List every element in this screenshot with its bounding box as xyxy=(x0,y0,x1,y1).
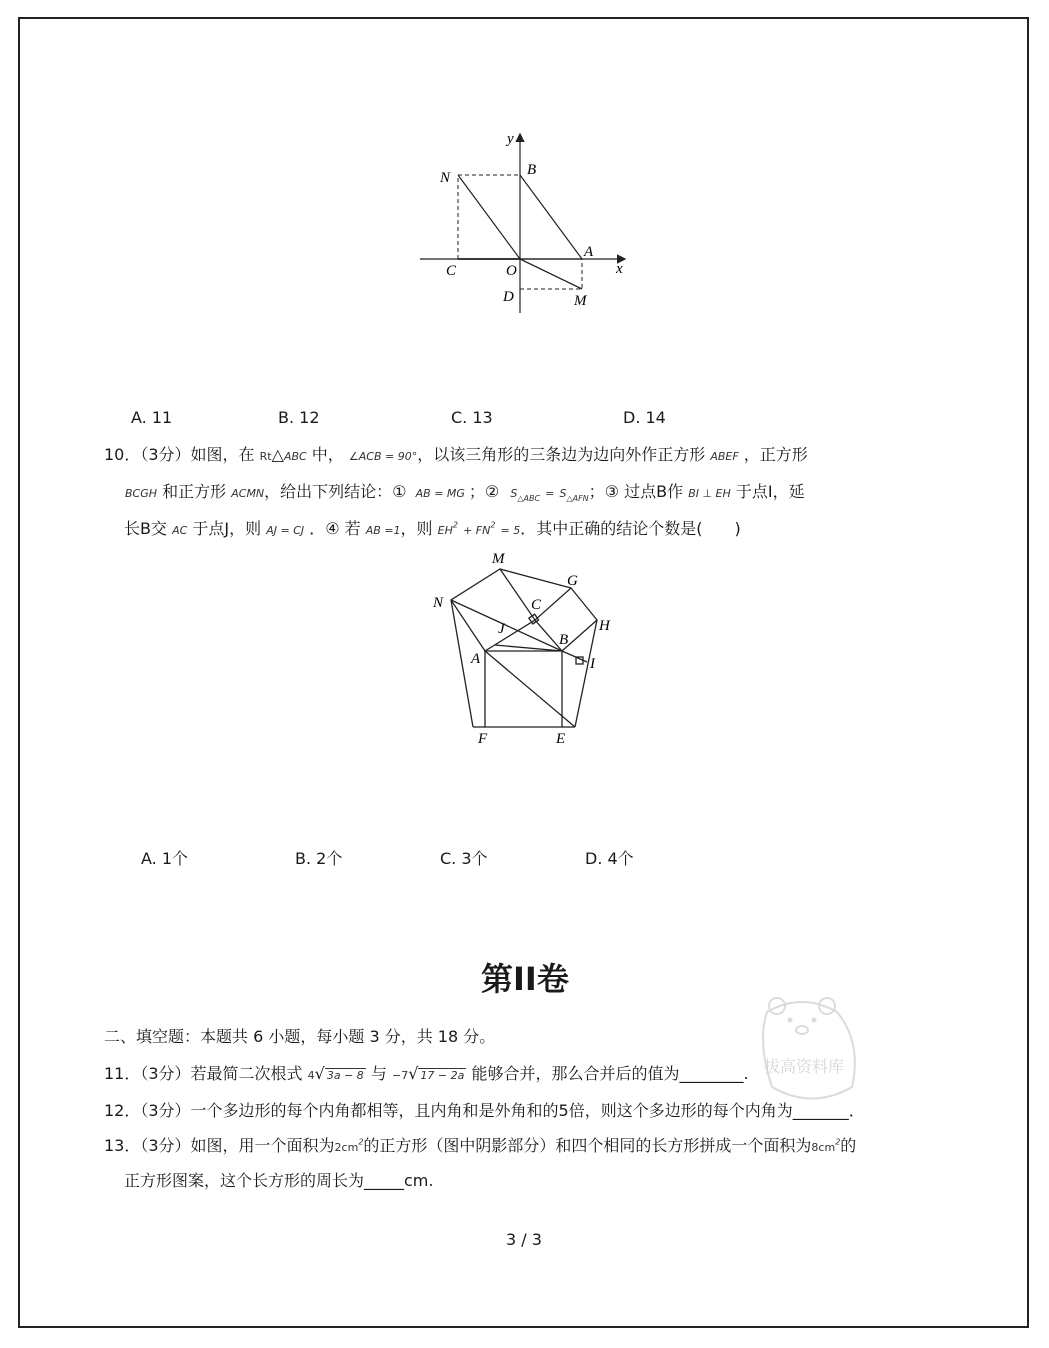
q9-choice-a[interactable]: A. 11 xyxy=(131,408,173,427)
q10-c2: ；② xyxy=(468,482,500,501)
label-M: M xyxy=(574,293,587,309)
q10-choice-d[interactable]: D. 4个 xyxy=(585,849,634,868)
q10-choice-c[interactable]: C. 3个 xyxy=(440,849,488,868)
q11-prefix: 11．（3分）若最简二次根式 xyxy=(104,1064,303,1083)
q10-abef: ABEF xyxy=(710,450,739,463)
q11-blank[interactable]: ________ xyxy=(679,1064,744,1083)
label-F: F xyxy=(478,731,488,747)
q10-choice-b[interactable]: B. 2个 xyxy=(295,849,343,868)
q10-rt: Rt xyxy=(259,450,272,463)
q11-coef2: −7 xyxy=(392,1069,409,1082)
label-x: x xyxy=(616,261,623,277)
watermark-logo xyxy=(752,992,882,1112)
label-H: H xyxy=(599,618,610,634)
q10-line1 xyxy=(104,442,808,465)
q10-sq2: 2 xyxy=(490,520,496,530)
q11-radical2-icon: √ xyxy=(408,1064,419,1083)
q13-line1c: 的 xyxy=(840,1136,857,1155)
q10-ab-mg: AB = MG xyxy=(415,487,465,500)
q11-coef1: 4 xyxy=(307,1069,315,1082)
q9-choice-d[interactable]: D. 14 xyxy=(623,408,666,427)
q10-line3a: 长B交 xyxy=(124,519,167,538)
q11-mid: 与 xyxy=(370,1064,387,1083)
segment-NO xyxy=(458,175,520,259)
q11-end: . xyxy=(743,1064,749,1083)
q10-tri: △ xyxy=(271,445,284,464)
q10-line3 xyxy=(124,516,741,539)
label-N: N xyxy=(440,170,451,186)
coordinate-figure xyxy=(410,125,640,320)
q10-comma1: ，正方形 xyxy=(743,445,808,464)
q10-zhong: 中， xyxy=(311,445,344,464)
q12-line: 12．（3分）一个多边形的每个内角都相等，且内角和是外角和的5倍，则这个多边形的每个内角为_______． xyxy=(104,1101,865,1120)
q10-ac: AC xyxy=(172,524,188,537)
q10-s-abc: S xyxy=(510,487,518,500)
label-y: y xyxy=(507,131,514,147)
q10-c3: ；③ 过点B作 xyxy=(588,482,684,501)
label-C: C xyxy=(446,263,457,279)
q10-sq: 2 xyxy=(452,520,458,530)
label-O: O xyxy=(506,263,517,279)
q13-area1-sup: 2 xyxy=(358,1137,364,1147)
label-M2: M xyxy=(492,551,505,567)
q10-acmn: ACMN xyxy=(231,487,265,500)
q13-area2-sup: 2 xyxy=(835,1137,841,1147)
q10-line1-rest: ，以该三角形的三条边为边向外作正方形 xyxy=(417,445,706,464)
q10-aj-cj: AJ = CJ xyxy=(266,524,305,537)
squares-figure xyxy=(425,545,625,750)
q11-suffix: 能够合并，那么合并后的值为 xyxy=(471,1064,680,1083)
label-B: B xyxy=(527,162,537,178)
q10-give: ，给出下列结论：① xyxy=(264,482,407,501)
q10-ab1: AB =1 xyxy=(365,524,401,537)
label-D: D xyxy=(503,289,514,305)
q10-s-afn: S xyxy=(559,487,567,500)
section-title: 第II卷 xyxy=(481,960,569,998)
square-ACMN xyxy=(451,569,535,651)
section2-header: 二、填空题：本题共 6 小题，每小题 3 分，共 18 分。 xyxy=(104,1027,496,1046)
q10-line2 xyxy=(125,479,805,503)
q10-s-afn-sub: △AFN xyxy=(566,494,589,504)
q10-s-abc-sub: △ABC xyxy=(517,494,541,504)
q13-area2: 8cm xyxy=(811,1141,836,1154)
q10-eq: = xyxy=(545,487,555,500)
q10-bi-eh: BI ⊥ EH xyxy=(688,487,731,500)
q10-number: 10． xyxy=(104,445,141,464)
label-J: J xyxy=(498,621,505,637)
q9-choice-c[interactable]: C. 13 xyxy=(451,408,493,427)
q10-choice-a[interactable]: A. 1个 xyxy=(141,849,189,868)
q10-c4: ．④ 若 xyxy=(309,519,361,538)
page-number: 3 / 3 xyxy=(506,1230,542,1249)
segment-MO xyxy=(520,259,582,289)
label-A: A xyxy=(584,244,594,260)
q10-c3b: 于点I，延 xyxy=(735,482,805,501)
segment-BA xyxy=(520,175,582,259)
q10-eq5: = 5 xyxy=(500,524,521,537)
q11-radical1-icon: √ xyxy=(314,1064,325,1083)
q10-c4b: ，则 xyxy=(400,519,433,538)
q11-line xyxy=(104,1061,749,1084)
q10-eh2: EH xyxy=(437,524,453,537)
q13-line1a: 13．（3分）如图，用一个面积为 xyxy=(104,1136,335,1155)
q13-area1: 2cm xyxy=(334,1141,359,1154)
q9-choice-b[interactable]: B. 12 xyxy=(278,408,320,427)
q11-rad2: 17 − 2a xyxy=(420,1069,465,1082)
q13-line1b: 的正方形（图中阴影部分）和四个相同的长方形拼成一个面积为 xyxy=(363,1136,812,1155)
q11-rad1: 3a − 8 xyxy=(326,1069,364,1082)
label-C2: C xyxy=(531,597,542,613)
q10-ending: ．其中正确的结论个数是( ) xyxy=(520,519,741,538)
square-ABEF xyxy=(485,651,562,727)
label-I: I xyxy=(590,656,595,672)
q10-plus: + FN xyxy=(463,524,491,537)
watermark-text: 拔高资料库 xyxy=(764,1057,845,1076)
label-E: E xyxy=(556,731,566,747)
label-G: G xyxy=(567,573,578,589)
q10-line3b: 于点J，则 xyxy=(192,519,262,538)
q13-line1 xyxy=(104,1133,856,1156)
q10-angle: ∠ACB = 90° xyxy=(348,450,418,463)
q10-abc: ABC xyxy=(283,450,307,463)
label-N2: N xyxy=(433,595,444,611)
segment-NF xyxy=(451,600,473,727)
label-B2: B xyxy=(559,632,569,648)
q10-score: （3分）如图，在 xyxy=(140,445,255,464)
q13-line2: 正方形图案，这个长方形的周长为_____cm. xyxy=(124,1171,434,1190)
q10-and: 和正方形 xyxy=(162,482,227,501)
label-A2: A xyxy=(471,651,481,667)
q10-bcgh: BCGH xyxy=(125,487,158,500)
